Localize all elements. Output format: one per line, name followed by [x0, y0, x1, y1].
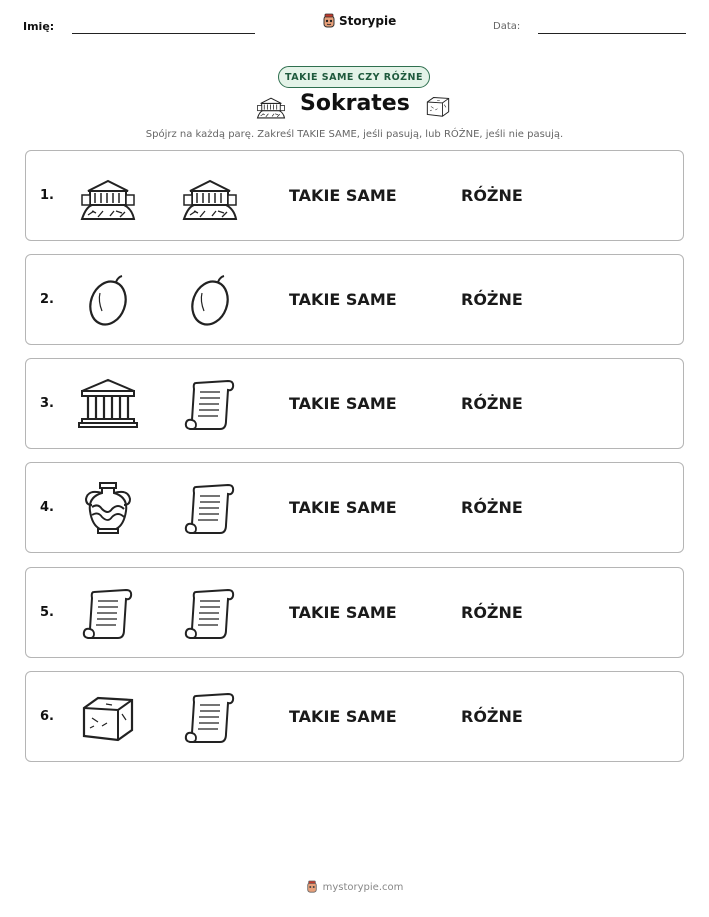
mascot-icon	[306, 880, 318, 894]
question-number: 4.	[40, 500, 54, 515]
question-number: 2.	[40, 292, 54, 307]
option-same[interactable]: TAKIE SAME	[289, 394, 397, 413]
option-same[interactable]: TAKIE SAME	[289, 186, 397, 205]
olive-icon	[78, 273, 138, 327]
option-same[interactable]: TAKIE SAME	[289, 498, 397, 517]
option-different[interactable]: RÓŻNE	[461, 290, 523, 309]
question-row	[25, 254, 684, 345]
scroll-icon	[180, 481, 240, 535]
olive-icon	[180, 273, 240, 327]
option-same[interactable]: TAKIE SAME	[289, 707, 397, 726]
question-number: 3.	[40, 396, 54, 411]
question-row	[25, 358, 684, 449]
footer	[0, 880, 709, 894]
title-row	[0, 90, 709, 124]
option-different[interactable]: RÓŻNE	[461, 603, 523, 622]
instructions: Spójrz na każdą parę. Zakreśl TAKIE SAME, jeśli pasują, lub RÓŻNE, jeśli nie pasują.	[145, 129, 564, 140]
mascot-icon	[322, 13, 336, 29]
question-row	[25, 462, 684, 553]
scroll-icon	[180, 377, 240, 431]
scroll-icon	[180, 690, 240, 744]
scroll-icon	[180, 586, 240, 640]
worksheet-type-badge: TAKIE SAME CZY RÓŻNE	[278, 66, 430, 88]
stone-block-icon	[78, 690, 138, 744]
option-different[interactable]: RÓŻNE	[461, 394, 523, 413]
worksheet-header	[0, 0, 709, 50]
option-different[interactable]: RÓŻNE	[461, 186, 523, 205]
acropolis-icon	[180, 169, 240, 223]
question-number: 1.	[40, 188, 54, 203]
date-label: Data:	[493, 21, 521, 32]
brand-logo	[322, 13, 396, 29]
question-row	[25, 150, 684, 241]
page-title: Sokrates	[300, 91, 410, 116]
temple-icon	[78, 377, 138, 431]
option-different[interactable]: RÓŻNE	[461, 498, 523, 517]
acropolis-icon	[78, 169, 138, 223]
question-row	[25, 567, 684, 658]
option-different[interactable]: RÓŻNE	[461, 707, 523, 726]
option-same[interactable]: TAKIE SAME	[289, 603, 397, 622]
brand-name: Storypie	[339, 14, 397, 28]
option-same[interactable]: TAKIE SAME	[289, 290, 397, 309]
amphora-icon	[78, 481, 138, 535]
scroll-icon	[78, 586, 138, 640]
name-label: Imię:	[23, 20, 55, 33]
acropolis-icon	[254, 92, 288, 120]
name-field[interactable]	[72, 33, 255, 34]
date-field[interactable]	[538, 33, 686, 34]
stone-block-icon	[423, 94, 453, 118]
question-number: 6.	[40, 709, 54, 724]
question-number: 5.	[40, 605, 54, 620]
question-row	[25, 671, 684, 762]
footer-url[interactable]: mystorypie.com	[322, 881, 404, 893]
